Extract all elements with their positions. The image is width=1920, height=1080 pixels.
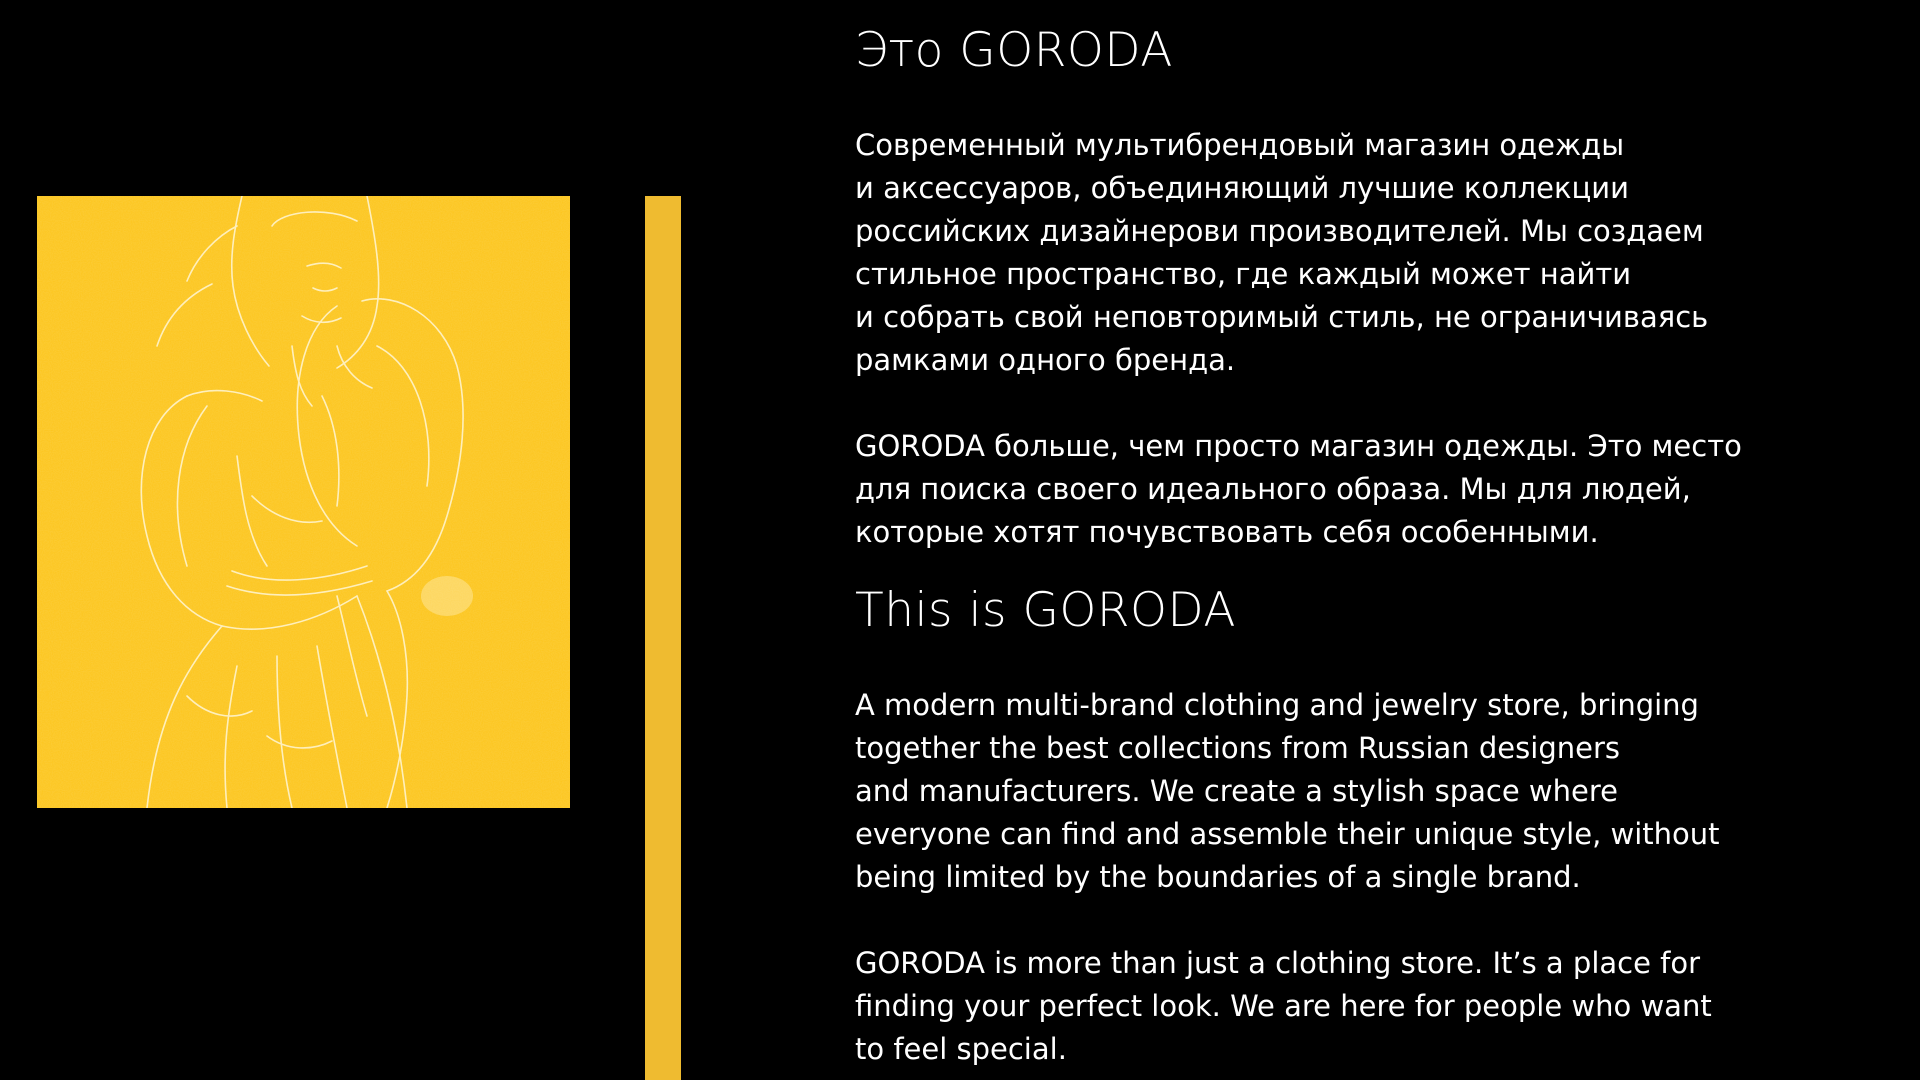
paragraph-line: Современный мультибрендовый магазин одежды <box>855 128 1625 162</box>
heading-ru: Это GORODA <box>855 23 1173 78</box>
paragraph-line: finding your perfect look. We are here for people who want <box>855 989 1712 1023</box>
paragraph-line: и аксессуаров, объединяющий лучшие коллекции <box>855 171 1629 205</box>
paragraph-line: GORODA is more than just a clothing store. It’s a place for <box>855 946 1701 980</box>
paragraph-line: to feel special. <box>855 1032 1067 1066</box>
paragraph-line: которые хотят почувствовать себя особенными. <box>855 515 1599 549</box>
paragraph-line: российских дизайнерови производителей. Мы создаем <box>855 214 1704 248</box>
paragraph-en-1 <box>855 684 1895 899</box>
paragraph-line: для поиска своего идеального образа. Мы для людей, <box>855 472 1691 506</box>
paragraph-line: being limited by the boundaries of a single brand. <box>855 860 1581 894</box>
paragraph-line: стильное пространство, где каждый может найти <box>855 257 1632 291</box>
paragraph-line: together the best collections from Russian designers <box>855 731 1620 765</box>
paragraph-line: and manufacturers. We create a stylish space where <box>855 774 1618 808</box>
heading-en: This is GORODA <box>855 583 1237 638</box>
paragraph-line: everyone can find and assemble their unique style, without <box>855 817 1720 851</box>
paragraph-line: рамками одного бренда. <box>855 343 1236 377</box>
paragraph-ru-2 <box>855 425 1895 554</box>
paragraph-line: и собрать свой неповторимый стиль, не ограничиваясь <box>855 300 1709 334</box>
paragraph-line: A modern multi-brand clothing and jewelry store, bringing <box>855 688 1699 722</box>
accent-bar <box>645 196 681 1080</box>
paragraph-line: GORODA больше, чем просто магазин одежды. Это место <box>855 429 1742 463</box>
text-column <box>855 18 1895 1071</box>
paragraph-en-2 <box>855 942 1895 1071</box>
woman-sketch-illustration-icon <box>37 196 570 808</box>
artwork-panel <box>37 196 570 808</box>
paragraph-ru-1 <box>855 124 1895 382</box>
